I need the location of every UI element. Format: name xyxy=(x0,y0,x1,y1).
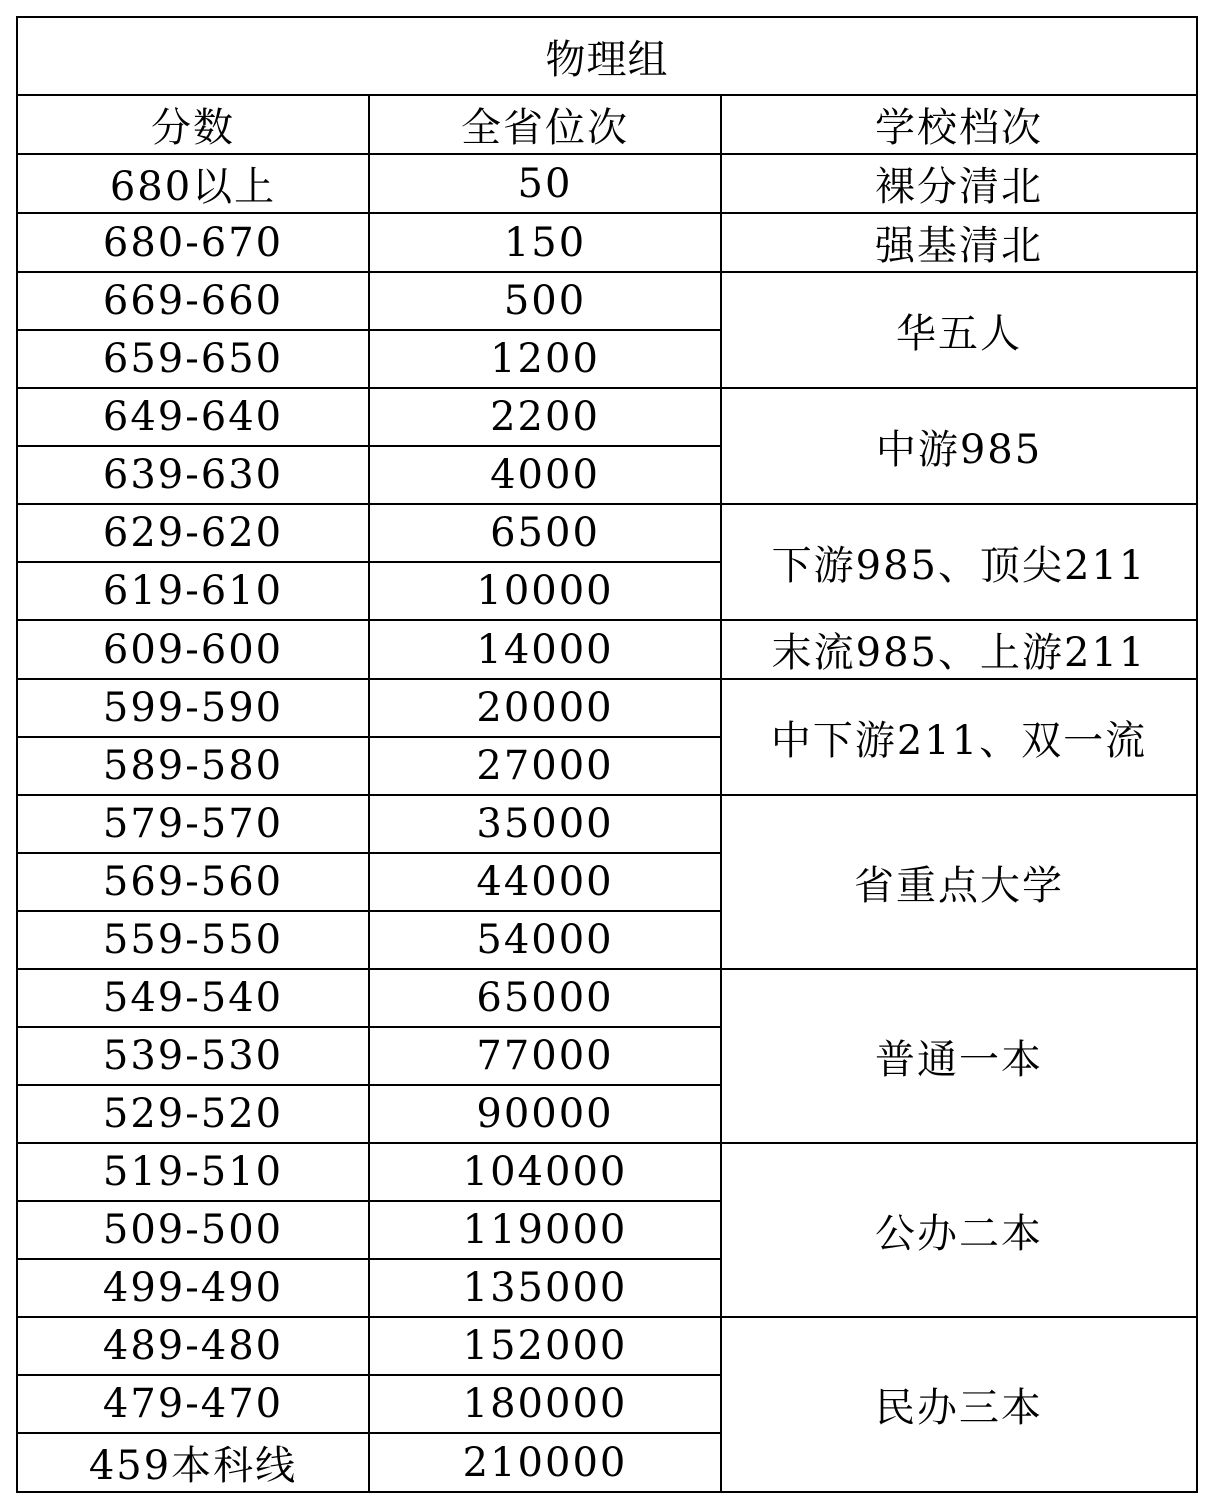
header-province-rank: 全省位次 xyxy=(369,95,721,154)
score-cell: 649-640 xyxy=(17,388,369,446)
score-cell: 609-600 xyxy=(17,620,369,679)
table-row xyxy=(17,969,1197,1027)
table-row xyxy=(17,213,1197,272)
school-tier-cell: 末流985、上游211 xyxy=(721,620,1197,679)
rank-cell: 180000 xyxy=(369,1375,721,1433)
header-score: 分数 xyxy=(17,95,369,154)
score-cell: 459本科线 xyxy=(17,1433,369,1492)
rank-cell: 65000 xyxy=(369,969,721,1027)
table-row xyxy=(17,1143,1197,1201)
rank-cell: 104000 xyxy=(369,1143,721,1201)
rank-cell: 150 xyxy=(369,213,721,272)
rank-cell: 10000 xyxy=(369,562,721,620)
table-title: 物理组 xyxy=(17,17,1197,95)
table-header-row xyxy=(17,95,1197,154)
school-tier-cell: 裸分清北 xyxy=(721,154,1197,213)
score-cell: 599-590 xyxy=(17,679,369,737)
rank-cell: 77000 xyxy=(369,1027,721,1085)
table-row xyxy=(17,795,1197,853)
table-row xyxy=(17,388,1197,446)
rank-cell: 14000 xyxy=(369,620,721,679)
table-row xyxy=(17,272,1197,330)
rank-cell: 35000 xyxy=(369,795,721,853)
rank-cell: 1200 xyxy=(369,330,721,388)
score-cell: 539-530 xyxy=(17,1027,369,1085)
rank-cell: 119000 xyxy=(369,1201,721,1259)
score-cell: 479-470 xyxy=(17,1375,369,1433)
score-cell: 680以上 xyxy=(17,154,369,213)
header-school-tier: 学校档次 xyxy=(721,95,1197,154)
school-tier-cell: 普通一本 xyxy=(721,969,1197,1143)
school-tier-cell: 华五人 xyxy=(721,272,1197,388)
rank-cell: 6500 xyxy=(369,504,721,562)
rank-cell: 500 xyxy=(369,272,721,330)
school-tier-cell: 公办二本 xyxy=(721,1143,1197,1317)
rank-cell: 50 xyxy=(369,154,721,213)
table-row xyxy=(17,504,1197,562)
score-cell: 629-620 xyxy=(17,504,369,562)
rank-cell: 135000 xyxy=(369,1259,721,1317)
score-cell: 669-660 xyxy=(17,272,369,330)
table-body xyxy=(17,154,1197,1492)
rank-cell: 20000 xyxy=(369,679,721,737)
rank-cell: 90000 xyxy=(369,1085,721,1143)
rank-cell: 4000 xyxy=(369,446,721,504)
table-row xyxy=(17,154,1197,213)
school-tier-cell: 强基清北 xyxy=(721,213,1197,272)
rank-cell: 27000 xyxy=(369,737,721,795)
score-rank-table xyxy=(16,16,1198,1493)
score-cell: 549-540 xyxy=(17,969,369,1027)
score-cell: 659-650 xyxy=(17,330,369,388)
score-cell: 589-580 xyxy=(17,737,369,795)
score-cell: 489-480 xyxy=(17,1317,369,1375)
school-tier-cell: 中游985 xyxy=(721,388,1197,504)
table-title-row xyxy=(17,17,1197,95)
rank-cell: 54000 xyxy=(369,911,721,969)
score-cell: 579-570 xyxy=(17,795,369,853)
score-cell: 639-630 xyxy=(17,446,369,504)
school-tier-cell: 下游985、顶尖211 xyxy=(721,504,1197,620)
school-tier-cell: 省重点大学 xyxy=(721,795,1197,969)
rank-cell: 210000 xyxy=(369,1433,721,1492)
rank-cell: 2200 xyxy=(369,388,721,446)
table-row xyxy=(17,620,1197,679)
rank-cell: 152000 xyxy=(369,1317,721,1375)
rank-cell: 44000 xyxy=(369,853,721,911)
school-tier-cell: 中下游211、双一流 xyxy=(721,679,1197,795)
score-cell: 680-670 xyxy=(17,213,369,272)
table-row xyxy=(17,679,1197,737)
score-cell: 559-550 xyxy=(17,911,369,969)
table-row xyxy=(17,1317,1197,1375)
score-cell: 569-560 xyxy=(17,853,369,911)
score-cell: 529-520 xyxy=(17,1085,369,1143)
score-cell: 619-610 xyxy=(17,562,369,620)
score-cell: 519-510 xyxy=(17,1143,369,1201)
score-cell: 509-500 xyxy=(17,1201,369,1259)
school-tier-cell: 民办三本 xyxy=(721,1317,1197,1492)
score-cell: 499-490 xyxy=(17,1259,369,1317)
